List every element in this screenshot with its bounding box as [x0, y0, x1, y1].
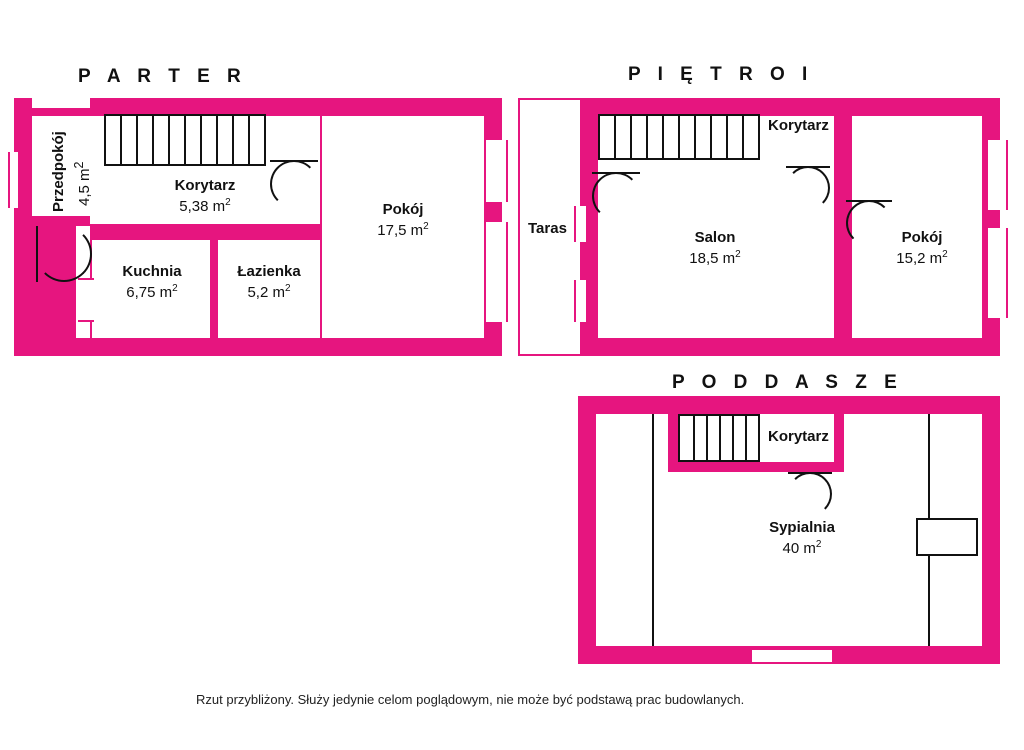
room-label-przedpokoj [50, 131, 67, 212]
room-label-salon [640, 228, 790, 270]
room-name-korytarz-parter: Korytarz [174, 177, 236, 194]
window-pokoj-top [484, 140, 508, 202]
disclaimer-text: Rzut przybliżony. Służy jedynie celom poglądowym, nie może być podstawą prac budowlanych. [196, 692, 745, 707]
room-label-kuchnia [92, 262, 212, 304]
room-label-taras: Taras [528, 220, 567, 237]
room-label-pokoj-pietro [862, 228, 982, 270]
room-label-pokoj-parter [310, 200, 496, 242]
door-leaf-taras [592, 172, 640, 174]
parter-top-notch [32, 98, 90, 108]
room-area-salon: 18,5 $m^2$ [689, 249, 741, 268]
floor-title-poddasze: P O D D A S Z E [672, 372, 903, 393]
room-area-pokoj-parter: 17,5 $m^2$ [377, 221, 429, 240]
room-label-korytarz-pietro: Korytarz [768, 117, 829, 134]
room-name-pokoj-parter: Pokój [382, 201, 424, 218]
door-leaf-sypialnia [788, 472, 832, 474]
taras-wall-left [518, 98, 520, 356]
door-leaf-pokoj-pietro [846, 200, 892, 202]
taras-wall-top [518, 98, 580, 100]
floor-title-parter: P A R T E R [78, 66, 247, 87]
room-area-korytarz-parter: 5,38 $m^2$ [179, 197, 231, 216]
room-label-korytarz-parter [105, 176, 305, 218]
room-name-salon: Salon [694, 229, 736, 246]
room-area-lazienka: 5,2 $m^2$ [247, 283, 291, 302]
roof-slope-left [652, 414, 654, 646]
stairs-parter [104, 114, 266, 166]
room-label-lazienka [214, 262, 324, 304]
window-przedpokoj [8, 152, 20, 208]
taras-wall-bottom [518, 354, 580, 356]
door-arc-taras [592, 172, 640, 220]
room-label-sypialnia [722, 518, 882, 560]
floor-title-pietro-1: P I Ę T R O I [628, 64, 814, 85]
room-name-sypialnia: Sypialnia [769, 519, 835, 536]
room-area-sypialnia: 40 $m^2$ [782, 539, 822, 558]
room-area-przedpokoj: 4,5 $m^2$ [72, 161, 93, 206]
window-salon-left-bottom [574, 280, 588, 322]
window-poddasze-bottom [752, 648, 832, 664]
window-pokoj-pietro-top [986, 140, 1008, 210]
room-name-lazienka: Łazienka [237, 263, 301, 280]
room-name-pokoj-pietro: Pokój [901, 229, 943, 246]
room-area-pokoj-pietro: 15,2 $m^2$ [896, 249, 948, 268]
door-arc-sypialnia [788, 472, 832, 516]
room-label-korytarz-poddasze: Korytarz [768, 428, 829, 445]
skylight-box [916, 518, 978, 556]
door-arc-entry [36, 226, 92, 282]
door-leaf-entry [36, 226, 38, 282]
room-area-kuchnia: 6,75 $m^2$ [126, 283, 178, 302]
door-arc-korytarz-salon [786, 166, 830, 210]
window-pokoj-pietro-bottom [986, 228, 1008, 318]
stairs-pietro-1 [598, 114, 760, 160]
window-salon-left-top [574, 206, 588, 242]
room-name-kuchnia: Kuchnia [122, 263, 182, 280]
door-leaf-korytarz-salon [786, 166, 830, 168]
door-leaf-pokoj [270, 160, 318, 162]
stairs-poddasze [678, 414, 760, 462]
room-name-przedpokoj: Przedpokój [50, 131, 67, 212]
